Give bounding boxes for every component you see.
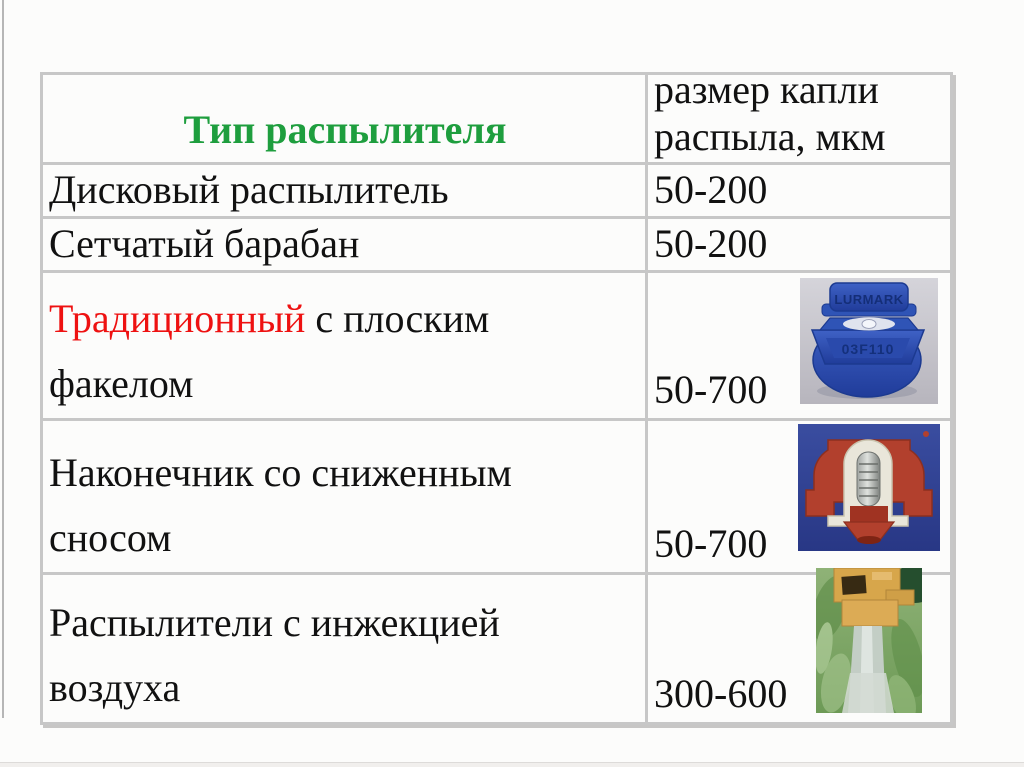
table-row-disc-sprayer [42, 164, 952, 218]
type-label-accent: Традиционный [49, 296, 306, 341]
type-cell [42, 574, 647, 724]
size-value: 50-200 [654, 221, 768, 266]
type-cell [42, 164, 647, 218]
type-label-rest: с плоским факелом [49, 296, 490, 406]
size-cell [647, 574, 952, 724]
red-low-drift-nozzle-cutaway-photo [798, 424, 940, 551]
size-value: 50-700 [654, 521, 768, 566]
type-label [49, 286, 641, 416]
table-row-low-drift-tip [42, 420, 952, 574]
slide-bottom-edge-line [0, 762, 1024, 767]
type-cell [42, 272, 647, 420]
size-cell [647, 218, 952, 272]
type-label: Сетчатый барабан [49, 221, 360, 266]
droplet-size-header-label: размер капли распыла, мкм [654, 73, 886, 159]
blue-flat-fan-nozzle-photo [800, 278, 938, 404]
nozzle-brand-text: LURMARK [834, 292, 904, 307]
nozzle-model-text: 03F110 [841, 341, 895, 357]
column-header-droplet-size [647, 74, 952, 164]
size-cell [647, 164, 952, 218]
table-row-traditional-flat-fan [42, 272, 952, 420]
type-cell [42, 218, 647, 272]
yellow-air-injection-nozzle-photo [816, 568, 922, 713]
type-label: Дисковый распылитель [49, 167, 449, 212]
size-cell [647, 272, 952, 420]
size-value: 50-700 [654, 367, 768, 412]
type-label: Распылители с инжекцией воздуха [49, 600, 500, 710]
sprayer-type-header-label: Тип распылителя [183, 107, 507, 152]
type-label: Наконечник со сниженным сносом [49, 450, 512, 560]
size-cell [647, 420, 952, 574]
slide-left-edge-line [2, 0, 4, 718]
type-cell [42, 420, 647, 574]
size-value: 300-600 [654, 671, 788, 716]
column-header-sprayer-type [42, 74, 647, 164]
table-row-air-injection [42, 574, 952, 724]
table-row-mesh-drum [42, 218, 952, 272]
sprayer-types-table [40, 72, 953, 725]
size-value: 50-200 [654, 167, 768, 212]
table-header-row [42, 74, 952, 164]
